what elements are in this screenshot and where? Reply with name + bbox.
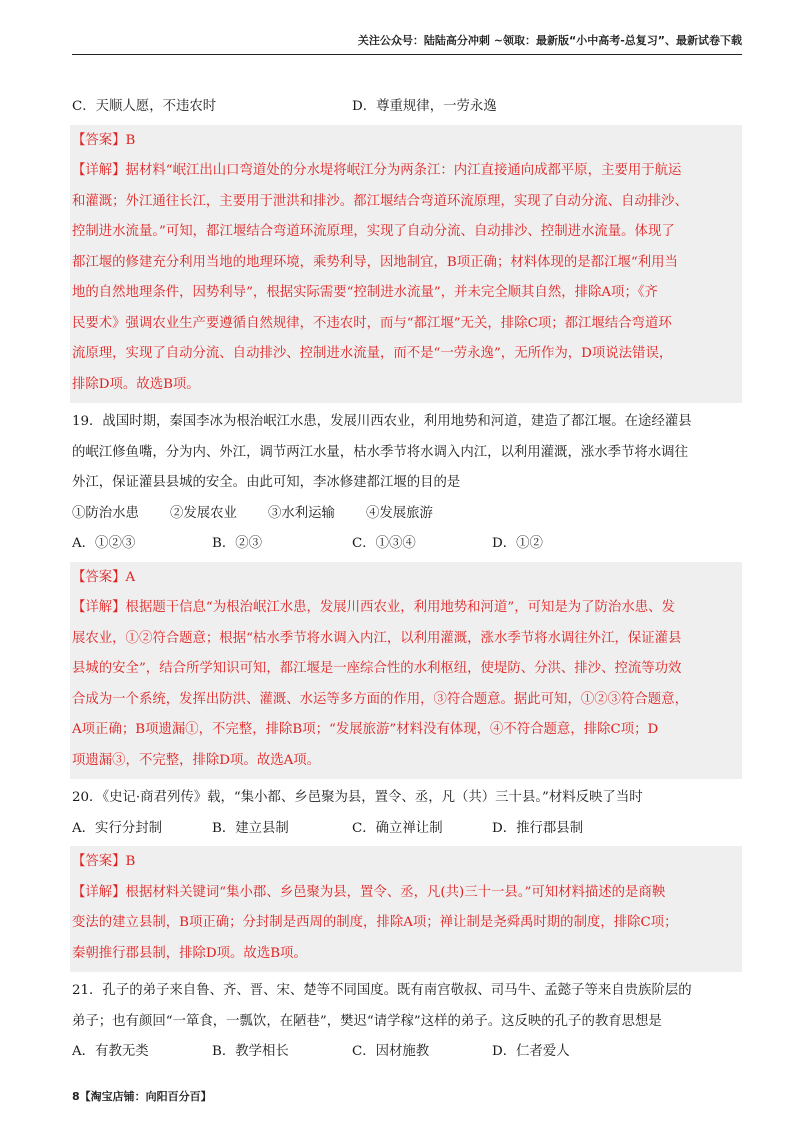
- q20-option-b: B．建立县制: [212, 820, 289, 836]
- q21-option-a: A．有教无类: [72, 1044, 149, 1059]
- q20-option-c: C．确立禅让制: [352, 820, 443, 836]
- q19-option-d: D．①②: [492, 536, 543, 551]
- q19-detail-line: 县城的安全”，结合所学知识可知，都江堰是一座综合性的水利枢纽，使堤防、分洪、排沙、控流等功效: [72, 661, 682, 676]
- q19-items: [72, 499, 742, 530]
- q19-detail-line: 项遗漏③，不完整，排除D项。故选A项。: [72, 752, 321, 768]
- q19-item: ③水利运输: [268, 505, 335, 521]
- q21-option-b: B．教学相长: [212, 1044, 289, 1059]
- q18-detail-line: 排除D项。故选B项。: [72, 376, 200, 392]
- q20-option-d: D．推行郡县制: [492, 820, 584, 836]
- q19-detail-line: 展农业，①②符合题意；根据“枯水季节将水调入内江，以利用灌溉，涨水季节将水调往外江，保证灌县: [72, 630, 682, 646]
- q19-answer: 【答案】A: [72, 569, 136, 585]
- page-footer: [72, 1088, 212, 1104]
- q18-option-d: D．尊重规律，一劳永逸: [352, 99, 497, 114]
- header-text: 关注公众号：陆陆高分冲刺 ~领取：最新版“小中高考-总复习”、最新试卷下载: [357, 34, 742, 47]
- q19-option-b: B．②③: [212, 536, 263, 551]
- q21-options: [72, 1037, 742, 1068]
- q21-stem-line: 21．孔子的弟子来自鲁、齐、晋、宋、楚等不同国度。既有南宫敬叔、司马牛、孟懿子等来自贵族阶层的: [72, 983, 692, 998]
- q19-detail-line: A项正确；B项遗漏①，不完整，排除B项；“发展旅游”材料没有体现，④不符合题意，排除C项；D: [72, 722, 659, 737]
- q21-option-d: D．仁者爱人: [492, 1044, 570, 1059]
- q18-detail-line: 和灌溉；外江通往长江，主要用于泄洪和排沙。都江堰结合弯道环流原理，实现了自动分流、自动排沙、: [72, 193, 688, 209]
- footer-text: 8【淘宝店铺：向阳百分百】: [72, 1090, 212, 1103]
- page-content: [72, 92, 742, 1068]
- question-20: [72, 783, 742, 844]
- q19-item: ①防治水患: [72, 505, 139, 521]
- q19-detail-line: 合成为一个系统，发挥出防洪、灌溉、水运等多方面的作用，③符合题意。据此可知，①②③符合题意，: [72, 691, 688, 707]
- question-19: [72, 407, 742, 560]
- q19-stem-line: 外江，保证灌县县城的安全。由此可知，李冰修建都江堰的目的是: [72, 475, 461, 490]
- page-header: [72, 32, 742, 55]
- q18-detail-line: 都江堰的修建充分利用当地的地理环境，乘势利导，因地制宜，B项正确；材料体现的是都江堰“利用当: [72, 254, 678, 270]
- q19-options: [72, 529, 742, 560]
- q18-answer-block: [70, 125, 742, 404]
- q19-detail-line: 【详解】根据题干信息“为根治岷江水患，发展川西农业，利用地势和河道”，可知是为了防治水患、发: [72, 600, 675, 615]
- q21-option-c: C．因材施教: [352, 1044, 430, 1059]
- q20-answer-block: [70, 846, 742, 972]
- q20-stem-line: 20．《史记·商君列传》载，“集小都、乡邑聚为县，置令、丞，凡（共）三十县。”材料反映了当时: [72, 790, 643, 805]
- q18-options: [72, 92, 742, 123]
- q20-answer: 【答案】B: [72, 854, 136, 869]
- q18-answer: 【答案】B: [72, 132, 136, 148]
- q20-detail-line: 变法的建立县制，B项正确；分封制是西周的制度，排除A项；禅让制是尧舜禹时期的制度，排除C项；: [72, 915, 678, 930]
- q18-detail-line: 民要术》强调农业生产要遵循自然规律，不违农时，而与“都江堰”无关，排除C项；都江堰结合弯道环: [72, 315, 672, 331]
- q19-option-c: C．①③④: [352, 536, 416, 551]
- q19-stem-line: 19．战国时期，秦国李冰为根治岷江水患，发展川西农业，利用地势和河道，建造了都江堰。在途经灌县: [72, 414, 692, 429]
- q18-detail-line: 控制进水流量。”可知，都江堰结合弯道环流原理，实现了自动分流、自动排沙、控制进水流量。体现了: [72, 224, 675, 239]
- q20-detail-line: 【详解】根据材料关键词“集小郡、乡邑聚为县，置令、丞，凡(共)三十一县。”可知材料描述的是商鞅: [72, 884, 666, 900]
- q19-item: ②发展农业: [170, 505, 237, 521]
- q18-detail-line: 【详解】据材料“岷江出山口弯道处的分水堤将岷江分为两条江：内江直接通向成都平原，主要用于航运: [72, 163, 682, 178]
- q19-item: ④发展旅游: [366, 505, 433, 521]
- q18-detail-line: 流原理，实现了自动分流、自动排沙、控制进水流量，而不是“一劳永逸”，无所作为，D项说法错误，: [72, 346, 673, 361]
- q18-option-c: C．天顺人愿，不违农时: [72, 99, 217, 114]
- q19-stem-line: 的岷江修鱼嘴，分为内、外江，调节两江水量，枯水季节将水调入内江，以利用灌溉，涨水季节将水调往: [72, 444, 688, 460]
- q20-options: [72, 814, 742, 845]
- q19-option-a: A．①②③: [72, 536, 136, 551]
- q20-detail-line: 秦朝推行郡县制，排除D项。故选B项。: [72, 945, 307, 961]
- q20-option-a: A．实行分封制: [72, 820, 163, 836]
- question-21: [72, 976, 742, 1068]
- q19-answer-block: [70, 562, 742, 780]
- q21-stem-line: 弟子；也有颜回“一箪食，一瓢饮，在陋巷”，樊迟“请学稼”这样的弟子。这反映的孔子的教育思想是: [72, 1013, 662, 1029]
- q18-detail-line: 地的自然地理条件，因势利导”，根据实际需要“控制进水流量”，并未完全顺其自然，排除A项；《齐: [72, 285, 658, 300]
